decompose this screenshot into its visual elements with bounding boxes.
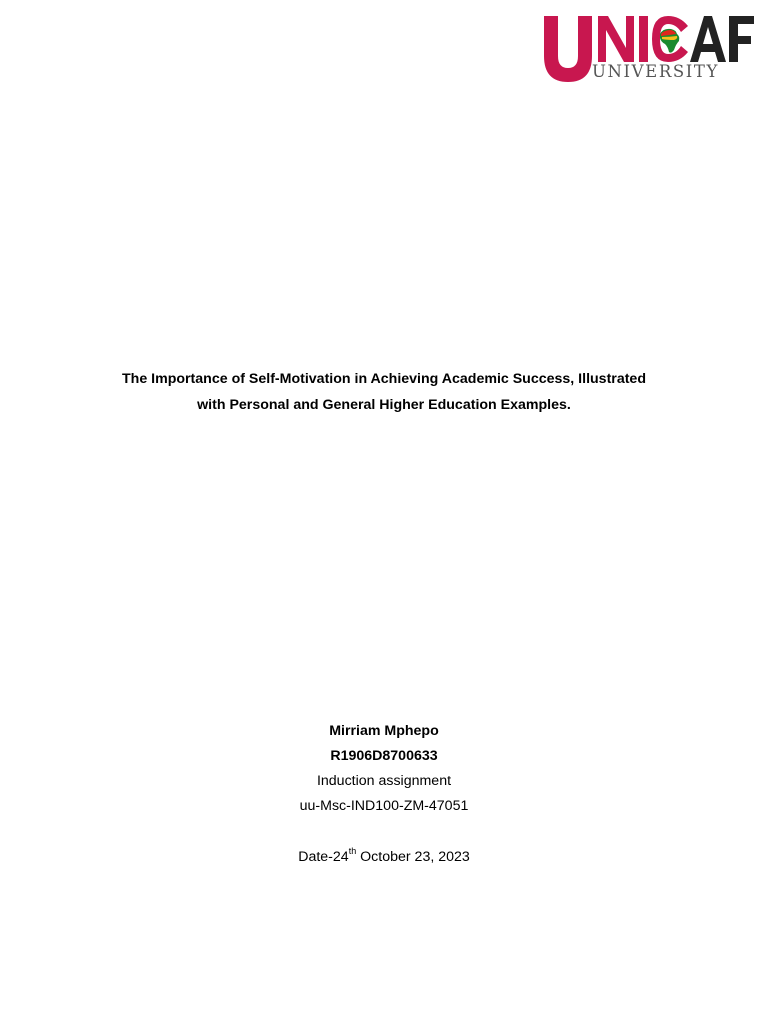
unicaf-university-logo bbox=[540, 12, 756, 84]
title-line-1: The Importance of Self-Motivation in Achieving Academic Success, Illustrated bbox=[121, 371, 646, 387]
author-info bbox=[134, 719, 634, 819]
assignment-name: Induction assignment bbox=[316, 773, 452, 789]
title-line-2: with Personal and General Higher Education Examples. bbox=[197, 397, 571, 413]
logo-university-text: UNIVERSITY bbox=[592, 62, 719, 81]
course-code: uu-Msc-IND100-ZM-47051 bbox=[299, 798, 469, 814]
submission-date bbox=[134, 845, 634, 870]
date-ordinal-suffix: th bbox=[348, 846, 357, 857]
author-name: Mirriam Mphepo bbox=[329, 723, 439, 739]
date-prefix: Date-24 bbox=[298, 849, 349, 865]
document-title bbox=[60, 366, 708, 418]
student-id: R1906D8700633 bbox=[330, 748, 438, 764]
date-rest: October 23, 2023 bbox=[356, 849, 470, 865]
